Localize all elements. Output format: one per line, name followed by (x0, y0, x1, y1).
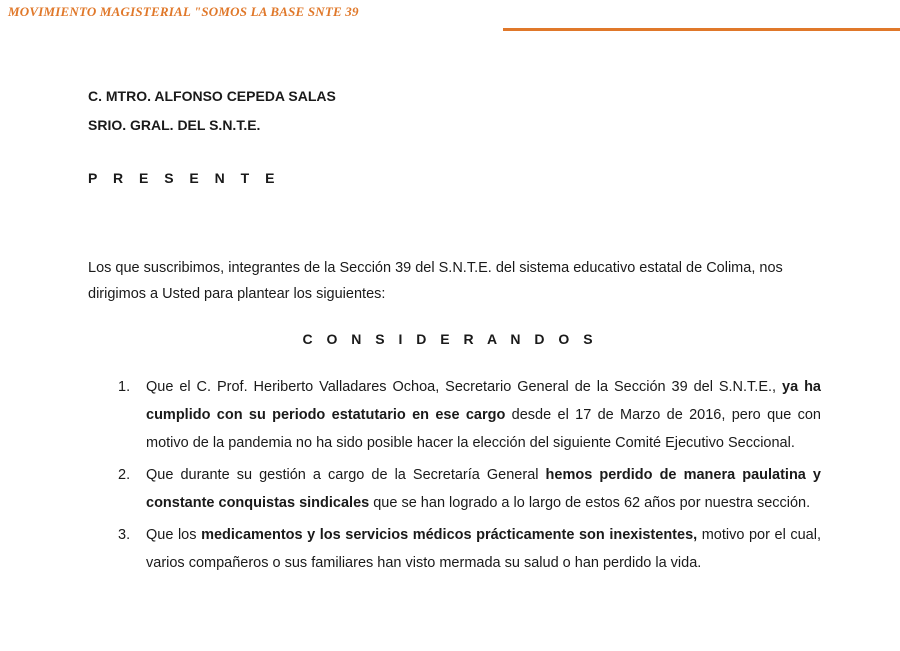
list-item (118, 461, 821, 517)
header-title: MOVIMIENTO MAGISTERIAL "SOMOS LA BASE SNTE 39 (8, 4, 359, 19)
item-emphasis: medicamentos y los servicios médicos prácticamente son inexistentes, (201, 527, 698, 543)
item-text: Que los (146, 527, 202, 543)
section-title: C O N S I D E R A N D O S (302, 331, 598, 347)
item-text-cont: motivo por el cual, varios compañeros o sus familiares han visto mermada su salud o han perdido la vida. (146, 527, 821, 571)
intro-paragraph: Los que suscribimos, integrantes de la Sección 39 del S.N.T.E. del sistema educativo estatal de Colima, nos dirigimos a Usted para plantear los siguientes: (88, 260, 783, 302)
header-rule (503, 28, 900, 31)
item-emphasis: ya ha cumplido con su periodo estatutario en ese cargo (146, 379, 821, 423)
item-number: 2. (118, 467, 131, 483)
item-text: Que el C. Prof. Heriberto Valladares Ochoa, Secretario General de la Sección 39 del S.N.T.E., (146, 379, 783, 395)
considerandos-list (118, 373, 821, 581)
greeting: P R E S E N T E (88, 170, 281, 186)
list-item (118, 373, 821, 457)
item-text: Que durante su gestión a cargo de la Secretaría General (146, 467, 546, 483)
item-number: 3. (118, 527, 131, 543)
list-item (118, 521, 821, 577)
item-text-cont: desde el 17 de Marzo de 2016, pero que con motivo de la pandemia no ha sido posible hacer la elección del siguiente Comité Ejecutivo Seccional. (146, 407, 821, 451)
item-emphasis: hemos perdido de manera paulatina y constante conquistas sindicales (146, 467, 821, 511)
item-text-cont: que se han logrado a lo largo de estos 62 años por nuestra sección. (369, 495, 811, 511)
addressee-name: C. MTRO. ALFONSO CEPEDA SALAS (88, 88, 336, 104)
addressee-title: SRIO. GRAL. DEL S.N.T.E. (88, 117, 261, 133)
item-number: 1. (118, 379, 131, 395)
